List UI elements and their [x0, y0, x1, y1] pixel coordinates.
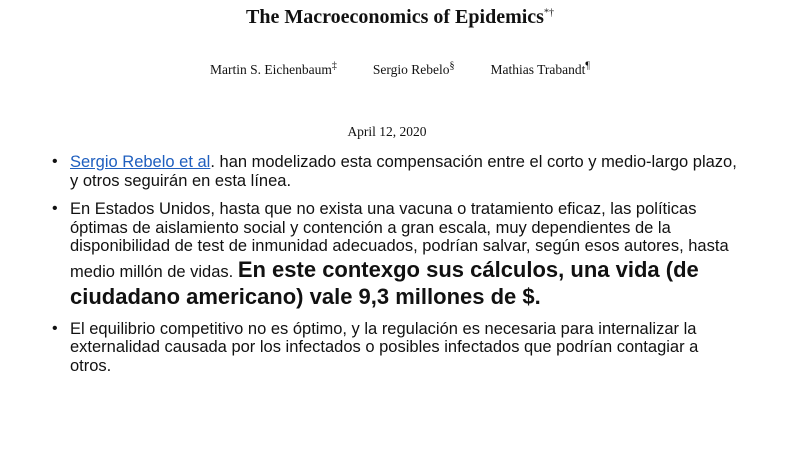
- paper-date: April 12, 2020: [347, 124, 427, 139]
- bullet-item: [52, 153, 742, 190]
- bullet-list: [52, 153, 742, 385]
- author-mark: ¶: [585, 60, 590, 72]
- paper-title: [0, 6, 800, 29]
- paper-title-text: The Macroeconomics of Epidemics: [246, 6, 544, 28]
- bullet-item: [52, 200, 742, 310]
- author-link[interactable]: Sergio Rebelo et al: [70, 153, 211, 171]
- bullet-text: . han modelizado esta compensación entre el corto y medio-largo plazo, y otros seguirán en esta línea.: [70, 153, 737, 190]
- author-mark: §: [449, 60, 455, 72]
- author: [210, 62, 337, 78]
- bullet-dot-icon: •: [52, 153, 58, 170]
- paper-title-marks: *†: [543, 7, 554, 19]
- bullet-item: [52, 320, 742, 376]
- bullet-dot-icon: •: [52, 319, 58, 337]
- paper-header-image: [0, 0, 800, 145]
- bullet-text: En Estados Unidos, hasta que no exista una vacuna o tratamiento eficaz, las políticas óptimas de aislamiento social y contención a gran escala, muy dependientes de la disponibilidad de test de inmunidad adecuados, podrían salvar, según esos autores, hasta medio millón de vidas.: [70, 200, 729, 281]
- bullet-dot-icon: •: [52, 200, 58, 217]
- bullet-text: El equilibrio competitivo no es óptimo, y la regulación es necesaria para internalizar la externalidad causada por los infectados o posibles infectados que podrían contagiar a otros.: [70, 319, 699, 375]
- author-name: Sergio Rebelo: [372, 62, 450, 77]
- bullet-emphasis: En este contexgo sus cálculos, una vida (de ciudadano americano) vale 9,3 millones de $.: [70, 256, 699, 309]
- author: [373, 62, 455, 78]
- author: [491, 62, 590, 78]
- author-name: Mathias Trabandt: [490, 62, 586, 77]
- author-mark: ‡: [331, 60, 337, 72]
- author-name: Martin S. Eichenbaum: [210, 62, 332, 77]
- author-list: [0, 62, 800, 78]
